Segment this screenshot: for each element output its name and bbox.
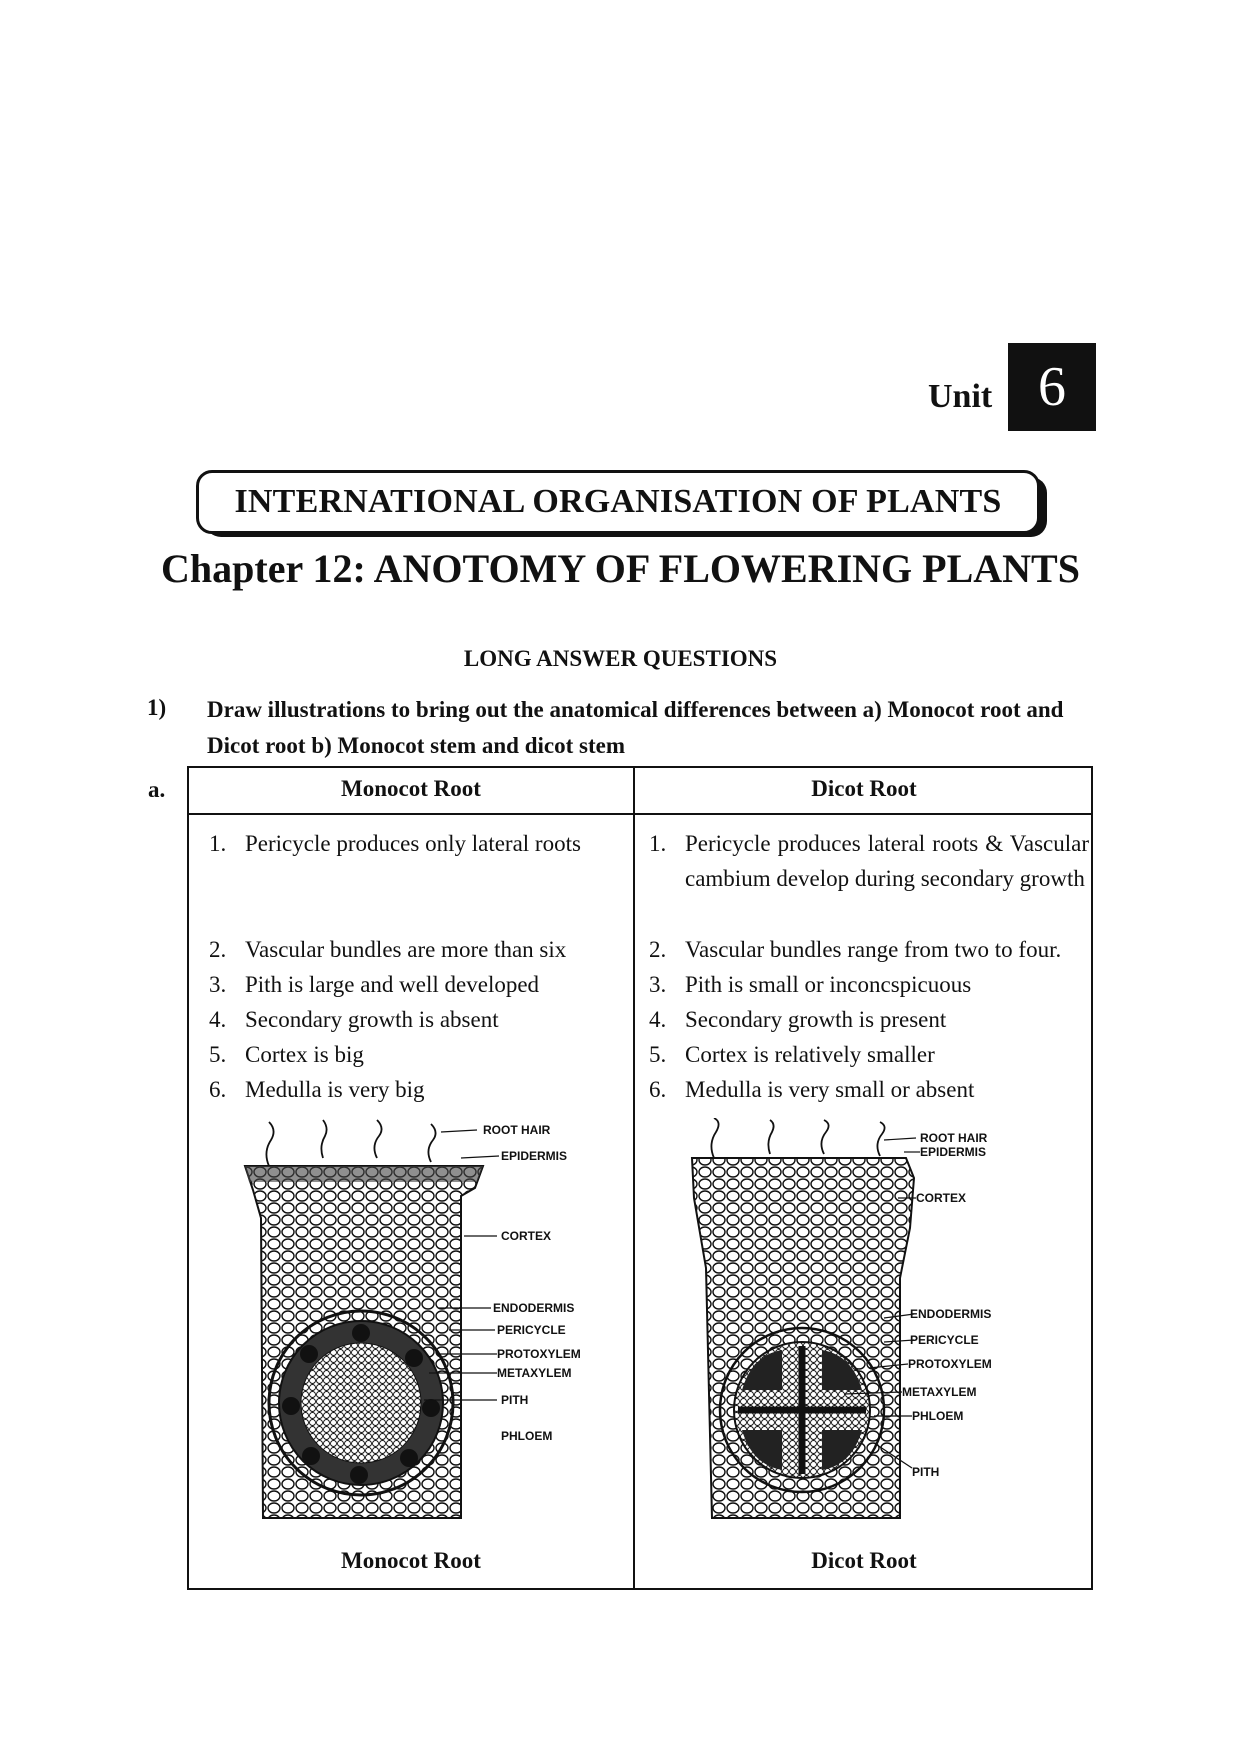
part-a-label: a. [148, 777, 166, 802]
label-epidermis: EPIDERMIS [920, 1145, 987, 1159]
label-metaxylem: METAXYLEM [497, 1366, 572, 1380]
label-phloem: PHLOEM [501, 1429, 553, 1443]
label-phloem: PHLOEM [912, 1409, 964, 1423]
label-protoxylem: PROTOXYLEM [908, 1357, 992, 1371]
dicot-root-diagram [684, 1118, 1079, 1538]
unit-title-banner: INTERNATIONAL ORGANISATION OF PLANTS [196, 470, 1040, 534]
monocot-root-caption: Monocot Root [341, 1548, 481, 1573]
label-endodermis: ENDODERMIS [493, 1301, 575, 1315]
section-heading: LONG ANSWER QUESTIONS [463, 646, 778, 671]
label-pith: PITH [912, 1465, 940, 1479]
unit-label: Unit [928, 378, 993, 415]
chapter-title: Chapter 12: ANOTOMY OF FLOWERING PLANTS [161, 546, 1080, 591]
label-pith: PITH [501, 1393, 529, 1407]
label-root-hair: ROOT HAIR [920, 1131, 988, 1145]
unit-number-badge: 6 [1008, 343, 1096, 431]
label-cortex: CORTEX [916, 1191, 967, 1205]
monocot-root-header: Monocot Root [341, 776, 481, 801]
label-pericycle: PERICYCLE [497, 1323, 566, 1337]
label-endodermis: ENDODERMIS [910, 1307, 992, 1321]
table-column-divider [633, 768, 635, 1588]
question-text: Draw illustrations to bring out the anatomical differences between a) Monocot root and Dicot root b) Monocot stem and dicot stem [207, 697, 1064, 758]
monocot-root-diagram [239, 1118, 609, 1538]
question-number: 1) [147, 695, 167, 720]
dicot-root-header: Dicot Root [811, 776, 917, 801]
label-epidermis: EPIDERMIS [501, 1149, 568, 1163]
label-protoxylem: PROTOXYLEM [497, 1347, 581, 1361]
list-item: 1. Pericycle produces lateral roots & Vascular cambium develop during secondary growth [649, 831, 1089, 891]
table-header-divider [189, 813, 1091, 815]
label-root-hair: ROOT HAIR [483, 1123, 551, 1137]
dicot-root-caption: Dicot Root [811, 1548, 917, 1573]
comparison-table: Monocot Root Dicot Root 1. Pericycle produces only lateral roots 2. Vascular bundles are more than six 3. Pith is large and well developed 4. Secondary growth is absent 5. Cortex is big 6. Medulla is very big 1. Pericycle produces lateral roots & Vascular cambium develop during secondary growth 2. Vascular bundles range from two to four. 3. Pith is small or inconcspicuous 4. Secondary growth is present 5. Cortex is relatively smaller 6. Medulla is very small or absent ROOT HAIR EPIDERMIS CORTEX ENDODERMIS PERICYCLE PROTOXYLEM METAXYLEM PITH PHLOEM ROOT HAIR EPIDERMIS CORTEX ENDODERMIS PERICYCLE PROTOXYLEM METAXYLEM PHLOEM PITH Monocot Root Dicot Root [187, 766, 1093, 1590]
root-hair-icon [711, 1118, 884, 1158]
label-metaxylem: METAXYLEM [902, 1385, 977, 1399]
root-hair-icon [266, 1120, 435, 1166]
label-cortex: CORTEX [501, 1229, 552, 1243]
label-pericycle: PERICYCLE [910, 1333, 979, 1347]
